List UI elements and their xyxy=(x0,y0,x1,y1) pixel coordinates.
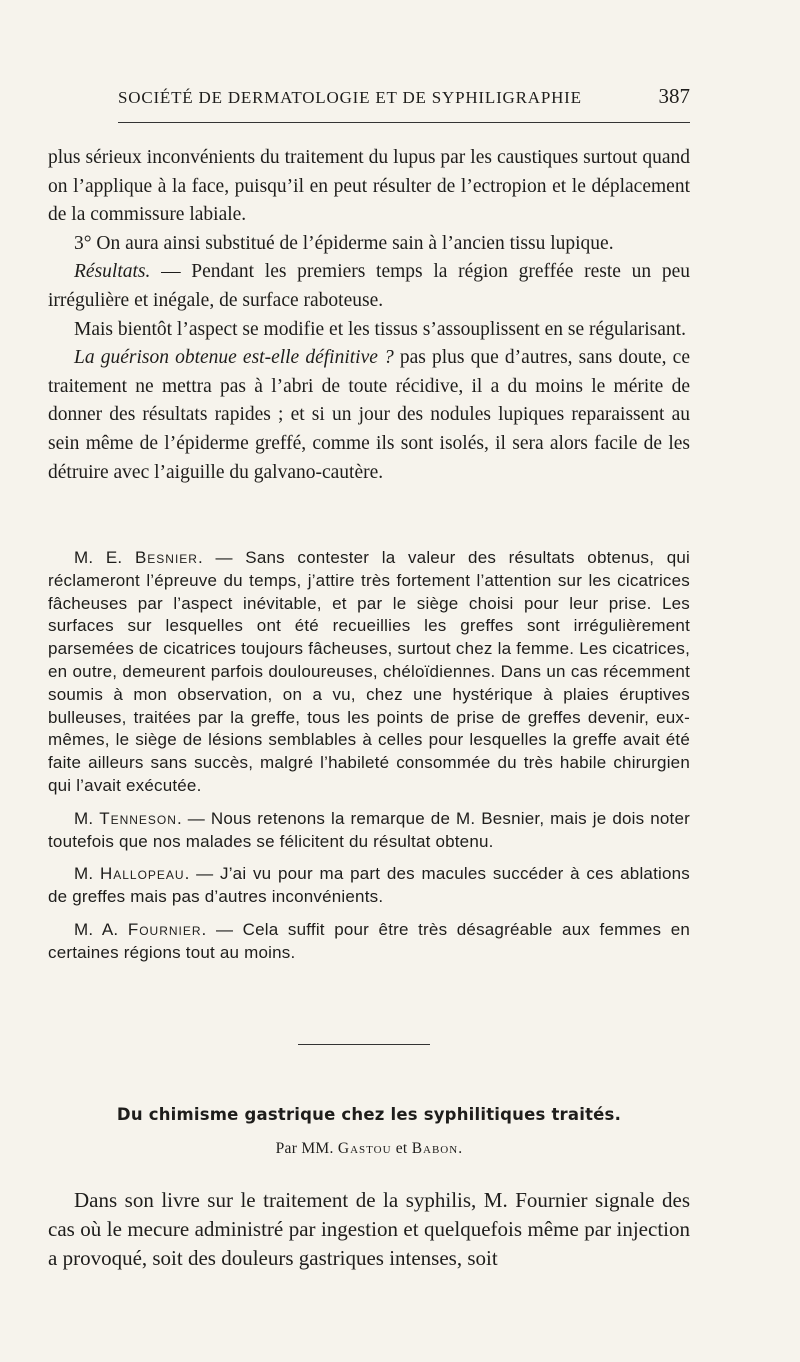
paragraph: Dans son livre sur le traitement de la syphilis, M. Fournier signale des cas où le mecure administré par ingestion et quelquefois même par injection a provoqué, soit des douleurs gastriques intenses, soit xyxy=(48,1188,690,1270)
paragraph: La guérison obtenue est-elle définitive ? pas plus que d’autres, sans doute, ce traitement ne mettra pas à l’abri de toute récidive, il a du moins le mérite de donner des résultats rapides ; et si un jour des nodules lupiques reparaissent au sein même de l’épiderme greffé, comme ils sont isolés, il sera alors facile de les détruire avec l’aiguille du galvano-cautère. xyxy=(48,347,690,483)
paragraph: 3° On aura ainsi substitué de l’épiderme sain à l’ancien tissu lupique. xyxy=(74,232,614,254)
question-phrase: La guérison obtenue est-elle définitive ? xyxy=(74,347,394,369)
paragraph: plus sérieux inconvénients du traitement du lupus par les caustiques surtout quand on l’applique à la face, puisqu’il en peut résulter de l’ectropion et le déplacement de la commissure labiale. xyxy=(48,147,690,226)
paragraph: Mais bientôt l’aspect se modifie et les tissus s’assouplissent en se régularisant. xyxy=(74,318,686,340)
speaker-remark: M. Hallopeau. — J’ai vu pour ma part des macules succéder à ces ablations de greffes mais pas d’autres inconvénients. xyxy=(48,864,690,907)
journal-title: SOCIÉTÉ DE DERMATOLOGIE ET DE SYPHILIGRAPHIE xyxy=(118,88,582,107)
speaker-remark: M. Tenneson. — Nous retenons la remarque de M. Besnier, mais je dois noter toutefois que nos malades se félicitent du résultat obtenu. xyxy=(48,808,690,851)
article-title: Du chimisme gastrique chez les syphilitiques traités. xyxy=(116,1105,622,1124)
speaker-name: Hallopeau xyxy=(99,864,185,884)
header-rule xyxy=(118,122,690,123)
speaker-name: Besnier xyxy=(134,548,198,567)
results-label: Résultats. xyxy=(74,261,151,283)
page-number: 387 xyxy=(658,84,690,108)
speaker-name: Fournier xyxy=(127,919,202,939)
discussion-section xyxy=(48,547,690,965)
lupus-section xyxy=(48,144,690,487)
article-byline: Par MM. Gastou et Babon. xyxy=(275,1140,463,1157)
running-head xyxy=(118,84,690,112)
speaker-remark: M. E. Besnier. — Sans contester la valeur des résultats obtenus, qui réclameront l’épreuve du temps, j’attire très fortement l’attention sur les cicatrices fâcheuses par l’aspect inévitable, et par le siège choisi pour leur prise. Les surfaces sur lesquelles ont été recueillies les greffes sont irrégulièrement parsemées de cicatrices toujours fâcheuses, surtout chez la femme. Les cicatrices, en outre, demeurent parfois douloureuses, chéloïdiennes. Dans un cas récemment soumis à mon observation, on a vu, chez une hystérique à plaies éruptives bulleuses, traitées par la greffe, tous les points de prise de greffes devenir, eux-mêmes, le siège de lésions semblables à celles pour lesquelles la greffe avait été faite ailleurs sans succès, malgré l’habileté consommée du très habile chirurgien qui l’avait exécutée. xyxy=(48,548,690,795)
article-body xyxy=(48,1186,690,1272)
speaker-remark: M. A. Fournier. — Cela suffit pour être très désagréable aux femmes en certaines régions tout au moins. xyxy=(48,919,691,962)
section-divider xyxy=(298,1044,430,1045)
paragraph: Résultats. — Pendant les premiers temps la région greffée reste un peu irrégulière et inégale, de surface raboteuse. xyxy=(48,261,690,311)
speaker-name: Tenneson xyxy=(99,808,177,828)
